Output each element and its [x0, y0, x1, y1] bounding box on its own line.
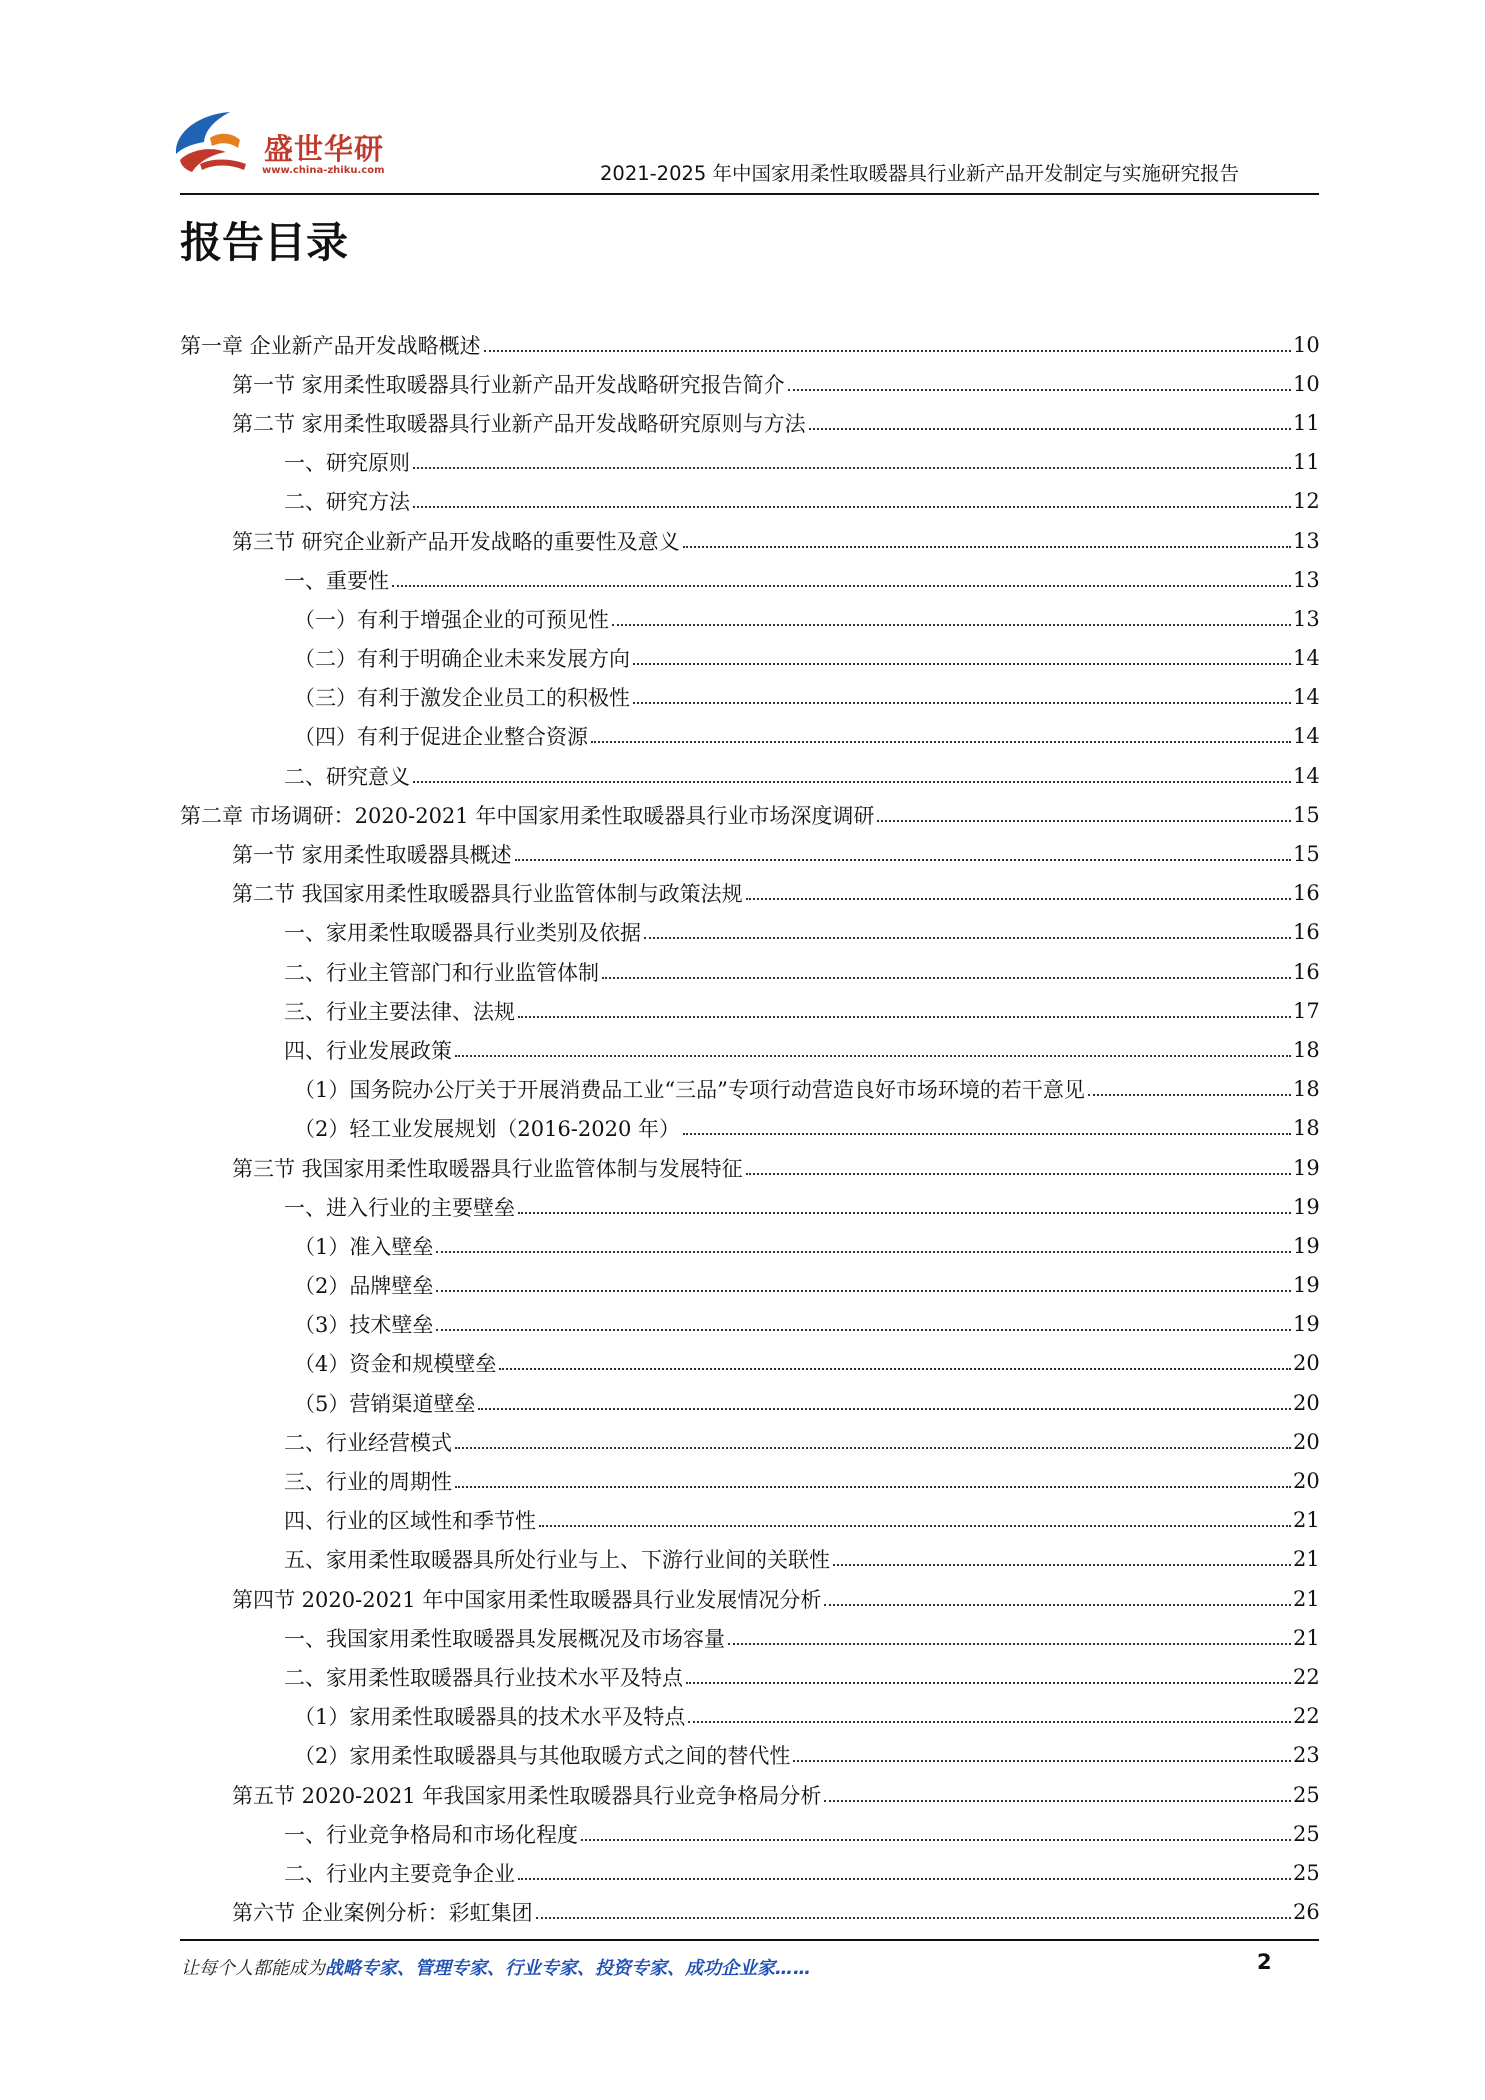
slogan-prefix: 让每个人都能成为 — [181, 1958, 325, 1979]
toc-entry-label: 第三节 研究企业新产品开发战略的重要性及意义 — [232, 526, 682, 556]
toc-leader-dots — [602, 977, 1291, 979]
toc-leader-dots — [686, 1682, 1291, 1684]
toc-entry-label: （1）准入壁垒 — [294, 1231, 435, 1261]
toc-entry[interactable] — [180, 913, 1320, 952]
toc-leader-dots — [1088, 1094, 1291, 1096]
toc-leader-dots — [515, 859, 1291, 861]
toc-entry[interactable] — [180, 364, 1320, 403]
toc-entry-page: 19 — [1293, 1233, 1320, 1258]
toc-entry[interactable] — [180, 1736, 1320, 1775]
toc-entry-page: 15 — [1293, 802, 1320, 827]
toc-leader-dots — [809, 428, 1291, 430]
toc-entry-label: （4）资金和规模壁垒 — [294, 1348, 498, 1378]
toc-entry-page: 25 — [1293, 1860, 1320, 1885]
toc-entry-label: 第二节 家用柔性取暖器具行业新产品开发战略研究原则与方法 — [232, 408, 808, 438]
toc-entry-label: 一、重要性 — [284, 565, 391, 595]
toc-entry-page: 19 — [1293, 1194, 1320, 1219]
toc-entry[interactable] — [180, 1657, 1320, 1696]
toc-entry[interactable] — [180, 325, 1320, 364]
toc-entry-page: 12 — [1293, 489, 1320, 514]
toc-entry[interactable] — [180, 1305, 1320, 1344]
toc-leader-dots — [833, 1564, 1291, 1566]
toc-leader-dots — [539, 1525, 1291, 1527]
toc-leader-dots — [392, 585, 1291, 587]
toc-entry[interactable] — [180, 1030, 1320, 1069]
toc-entry[interactable] — [180, 1109, 1320, 1148]
toc-leader-dots — [644, 937, 1291, 939]
toc-entry-page: 23 — [1293, 1743, 1320, 1768]
toc-leader-dots — [455, 1447, 1291, 1449]
toc-entry-page: 10 — [1293, 332, 1320, 357]
toc-entry-label: 一、我国家用柔性取暖器具发展概况及市场容量 — [284, 1623, 727, 1653]
toc-entry-label: 一、研究原则 — [284, 447, 412, 477]
toc-entry-page: 11 — [1293, 450, 1320, 475]
toc-leader-dots — [455, 1055, 1291, 1057]
toc-entry-label: 四、行业的区域性和季节性 — [284, 1505, 538, 1535]
toc-leader-dots — [824, 1800, 1291, 1802]
toc-entry-label: 第五节 2020-2021 年我国家用柔性取暖器具行业竞争格局分析 — [232, 1780, 823, 1810]
toc-entry[interactable] — [180, 403, 1320, 442]
toc-entry-label: 第六节 企业案例分析：彩虹集团 — [232, 1897, 535, 1927]
toc-entry[interactable] — [180, 1579, 1320, 1618]
logo-url: www.china-zhiku.com — [262, 165, 385, 176]
toc-entry[interactable] — [180, 834, 1320, 873]
toc-entry-page: 18 — [1293, 1037, 1320, 1062]
toc-entry[interactable] — [180, 952, 1320, 991]
footer-divider — [180, 1939, 1319, 1941]
toc-leader-dots — [499, 1368, 1291, 1370]
toc-entry-page: 10 — [1293, 371, 1320, 396]
toc-entry-label: 第三节 我国家用柔性取暖器具行业监管体制与发展特征 — [232, 1153, 745, 1183]
toc-entry-label: （2）家用柔性取暖器具与其他取暖方式之间的替代性 — [294, 1740, 792, 1770]
toc-entry[interactable] — [180, 599, 1320, 638]
toc-entry[interactable] — [180, 482, 1320, 521]
toc-leader-dots — [683, 1133, 1291, 1135]
toc-entry-page: 14 — [1293, 763, 1320, 788]
toc-entry-label: 第一节 家用柔性取暖器具概述 — [232, 839, 514, 869]
toc-entry-label: 第一章 企业新产品开发战略概述 — [180, 330, 483, 360]
toc-entry[interactable] — [180, 1422, 1320, 1461]
toc-entry[interactable] — [180, 521, 1320, 560]
toc-leader-dots — [746, 1173, 1291, 1175]
toc-entry-page: 16 — [1293, 920, 1320, 945]
toc-entry-label: 三、行业的周期性 — [284, 1466, 454, 1496]
toc-entry-label: （三）有利于激发企业员工的积极性 — [294, 682, 632, 712]
toc-entry[interactable] — [180, 1775, 1320, 1814]
toc-entry-page: 13 — [1293, 567, 1320, 592]
toc-entry-page: 21 — [1293, 1586, 1320, 1611]
toc-leader-dots — [478, 1408, 1291, 1410]
toc-entry-page: 26 — [1293, 1900, 1320, 1925]
toc-leader-dots — [688, 1721, 1291, 1723]
toc-entry-page: 11 — [1293, 410, 1320, 435]
toc-entry[interactable] — [180, 1070, 1320, 1109]
toc-entry-label: （3）技术壁垒 — [294, 1309, 435, 1339]
toc-leader-dots — [413, 467, 1291, 469]
toc-entry-page: 20 — [1293, 1351, 1320, 1376]
toc-entry-page: 21 — [1293, 1625, 1320, 1650]
toc-entry[interactable] — [180, 1501, 1320, 1540]
toc-leader-dots — [683, 546, 1291, 548]
toc-entry[interactable] — [180, 756, 1320, 795]
toc-leader-dots — [518, 1016, 1291, 1018]
toc-entry-page: 21 — [1293, 1508, 1320, 1533]
toc-entry[interactable] — [180, 1187, 1320, 1226]
toc-entry-page: 16 — [1293, 959, 1320, 984]
toc-entry-label: （2）轻工业发展规划（2016-2020 年） — [294, 1113, 682, 1143]
toc-leader-dots — [581, 1839, 1291, 1841]
toc-leader-dots — [518, 1878, 1291, 1880]
toc-entry-page: 13 — [1293, 606, 1320, 631]
footer-slogan — [181, 1954, 811, 1980]
toc-entry-page: 20 — [1293, 1390, 1320, 1415]
toc-entry[interactable] — [180, 1814, 1320, 1853]
toc-entry[interactable] — [180, 1461, 1320, 1500]
toc-entry[interactable] — [180, 639, 1320, 678]
toc-leader-dots — [793, 1760, 1291, 1762]
toc-entry-page: 19 — [1293, 1273, 1320, 1298]
toc-leader-dots — [436, 1290, 1291, 1292]
toc-entry-label: （5）营销渠道壁垒 — [294, 1388, 477, 1418]
toc-entry-page: 19 — [1293, 1312, 1320, 1337]
toc-entry-page: 13 — [1293, 528, 1320, 553]
toc-entry-label: 一、进入行业的主要壁垒 — [284, 1192, 517, 1222]
toc-entry-label: （四）有利于促进企业整合资源 — [294, 721, 590, 751]
toc-leader-dots — [591, 741, 1291, 743]
toc-entry-label: 二、研究方法 — [284, 486, 412, 516]
logo-name: 盛世华研 — [264, 132, 385, 166]
toc-leader-dots — [536, 1917, 1291, 1919]
page-title: 报告目录 — [180, 218, 349, 267]
page-number: 2 — [1257, 1950, 1272, 1974]
toc-leader-dots — [728, 1643, 1291, 1645]
toc-entry-label: 五、家用柔性取暖器具所处行业与上、下游行业间的关联性 — [284, 1544, 832, 1574]
toc-leader-dots — [877, 820, 1291, 822]
toc-entry[interactable] — [180, 443, 1320, 482]
toc-entry[interactable] — [180, 1893, 1320, 1932]
toc-entry-label: 第二章 市场调研：2020-2021 年中国家用柔性取暖器具行业市场深度调研 — [180, 800, 876, 830]
toc-entry-page: 25 — [1293, 1821, 1320, 1846]
toc-leader-dots — [436, 1329, 1291, 1331]
toc-entry-label: 二、行业经营模式 — [284, 1427, 454, 1457]
toc-leader-dots — [633, 702, 1291, 704]
slogan-highlight: 战略专家、管理专家、行业专家、投资专家、成功企业家…… — [325, 1958, 811, 1979]
toc-leader-dots — [413, 506, 1291, 508]
toc-entry-label: 二、行业主管部门和行业监管体制 — [284, 957, 601, 987]
toc-entry-page: 22 — [1293, 1704, 1320, 1729]
toc-entry[interactable] — [180, 795, 1320, 834]
toc-entry[interactable] — [180, 1226, 1320, 1265]
toc-entry-page: 25 — [1293, 1782, 1320, 1807]
report-title: 2021-2025 年中国家用柔性取暖器具行业新产品开发制定与实施研究报告 — [600, 162, 1239, 185]
toc-entry-label: （二）有利于明确企业未来发展方向 — [294, 643, 632, 673]
toc-entry-label: 二、行业内主要竞争企业 — [284, 1858, 517, 1888]
toc-entry-page: 14 — [1293, 724, 1320, 749]
toc-leader-dots — [413, 781, 1291, 783]
toc-entry[interactable] — [180, 717, 1320, 756]
toc-entry-page: 14 — [1293, 685, 1320, 710]
toc-entry[interactable] — [180, 1266, 1320, 1305]
toc-entry-page: 19 — [1293, 1155, 1320, 1180]
toc-entry[interactable] — [180, 1618, 1320, 1657]
toc-entry[interactable] — [180, 1148, 1320, 1187]
toc-entry-label: 第四节 2020-2021 年中国家用柔性取暖器具行业发展情况分析 — [232, 1584, 823, 1614]
toc-entry-label: 四、行业发展政策 — [284, 1035, 454, 1065]
toc-leader-dots — [788, 389, 1291, 391]
toc-entry-label: 二、家用柔性取暖器具行业技术水平及特点 — [284, 1662, 685, 1692]
toc-entry-label: 第二节 我国家用柔性取暖器具行业监管体制与政策法规 — [232, 878, 745, 908]
toc-entry-page: 14 — [1293, 646, 1320, 671]
toc-entry-page: 17 — [1293, 998, 1320, 1023]
toc-entry-page: 18 — [1293, 1077, 1320, 1102]
toc-entry-page: 16 — [1293, 881, 1320, 906]
toc-entry-page: 21 — [1293, 1547, 1320, 1572]
toc-entry[interactable] — [180, 560, 1320, 599]
toc-entry[interactable] — [180, 678, 1320, 717]
toc-leader-dots — [633, 663, 1291, 665]
toc-entry-label: （2）品牌壁垒 — [294, 1270, 435, 1300]
toc-entry[interactable] — [180, 1540, 1320, 1579]
toc-leader-dots — [824, 1604, 1291, 1606]
toc-entry[interactable] — [180, 1383, 1320, 1422]
toc-leader-dots — [484, 350, 1291, 352]
toc-entry-label: 一、家用柔性取暖器具行业类别及依据 — [284, 917, 643, 947]
toc-entry[interactable] — [180, 1853, 1320, 1892]
toc-entry-page: 18 — [1293, 1116, 1320, 1141]
toc-entry-label: （一）有利于增强企业的可预见性 — [294, 604, 611, 634]
toc-entry-page: 20 — [1293, 1469, 1320, 1494]
toc-entry-label: 一、行业竞争格局和市场化程度 — [284, 1819, 580, 1849]
toc-entry-label: （1）家用柔性取暖器具的技术水平及特点 — [294, 1701, 687, 1731]
header-divider — [180, 193, 1319, 195]
toc-leader-dots — [518, 1212, 1291, 1214]
toc-entry-label: 三、行业主要法律、法规 — [284, 996, 517, 1026]
toc-entry[interactable] — [180, 874, 1320, 913]
toc-leader-dots — [455, 1486, 1291, 1488]
toc-entry-page: 15 — [1293, 842, 1320, 867]
toc-entry[interactable] — [180, 1697, 1320, 1736]
toc-entry-label: （1）国务院办公厅关于开展消费品工业“三品”专项行动营造良好市场环境的若干意见 — [294, 1074, 1087, 1104]
table-of-contents — [180, 325, 1320, 1932]
toc-entry[interactable] — [180, 991, 1320, 1030]
toc-leader-dots — [746, 898, 1291, 900]
toc-entry[interactable] — [180, 1344, 1320, 1383]
toc-entry-label: 第一节 家用柔性取暖器具行业新产品开发战略研究报告简介 — [232, 369, 787, 399]
toc-entry-label: 二、研究意义 — [284, 761, 412, 791]
toc-leader-dots — [436, 1251, 1291, 1253]
toc-entry-page: 22 — [1293, 1664, 1320, 1689]
toc-leader-dots — [612, 624, 1291, 626]
toc-entry-page: 20 — [1293, 1429, 1320, 1454]
